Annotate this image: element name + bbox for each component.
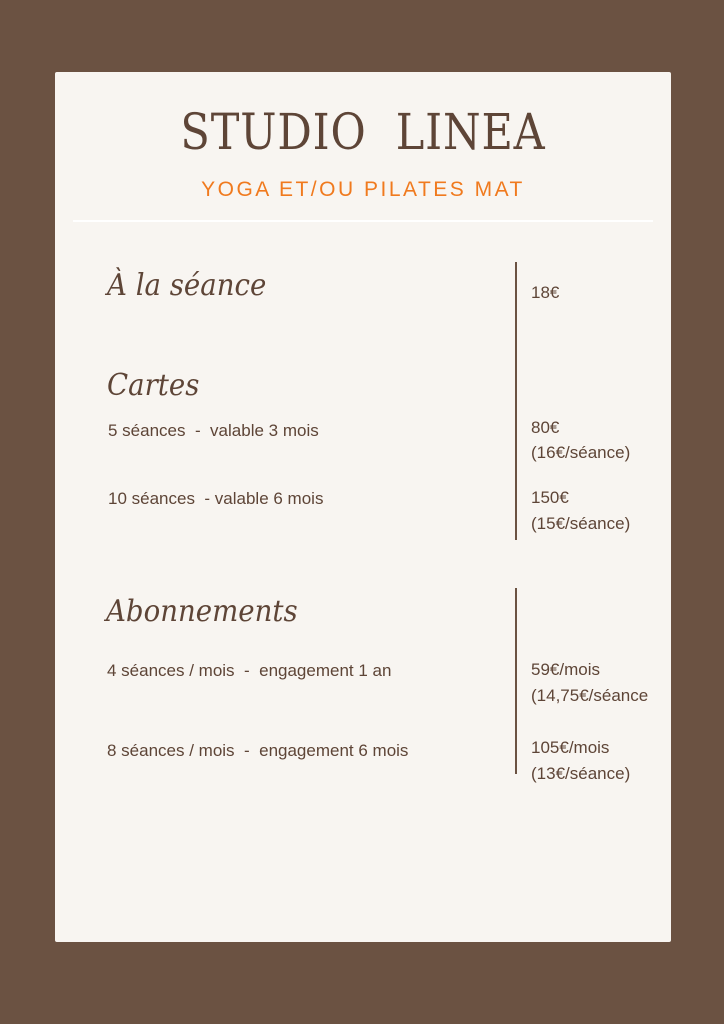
carte-item-label: 5 séances - valable 3 mois — [108, 421, 319, 440]
price-column-divider-top — [515, 262, 517, 540]
carte-item-per-session: (16€/séance) — [531, 443, 631, 462]
studio-title: STUDIO LINEA — [180, 103, 546, 161]
section-title-seance: À la séance — [107, 268, 267, 303]
price-seance: 18€ — [531, 283, 560, 302]
price-column-divider-bottom — [515, 588, 517, 774]
header-divider — [73, 220, 653, 222]
section-title-abonnements: Abonnements — [106, 594, 298, 629]
studio-subtitle: YOGA ET/OU PILATES MAT — [201, 178, 525, 201]
carte-item-price: 150€ — [531, 488, 569, 507]
abonnement-item-price: 59€/mois — [531, 660, 600, 679]
abonnement-item-per-session: (13€/séance) — [531, 764, 631, 783]
abonnement-item-label: 8 séances / mois - engagement 6 mois — [107, 741, 409, 760]
abonnement-item-label: 4 séances / mois - engagement 1 an — [107, 661, 392, 680]
carte-item-label: 10 séances - valable 6 mois — [108, 489, 324, 508]
abonnement-item-price: 105€/mois — [531, 738, 610, 757]
section-title-cartes: Cartes — [107, 368, 200, 403]
carte-item-price: 80€ — [531, 418, 560, 437]
abonnement-item-per-session: (14,75€/séance — [531, 686, 649, 705]
carte-item-per-session: (15€/séance) — [531, 514, 631, 533]
price-card — [55, 72, 671, 942]
